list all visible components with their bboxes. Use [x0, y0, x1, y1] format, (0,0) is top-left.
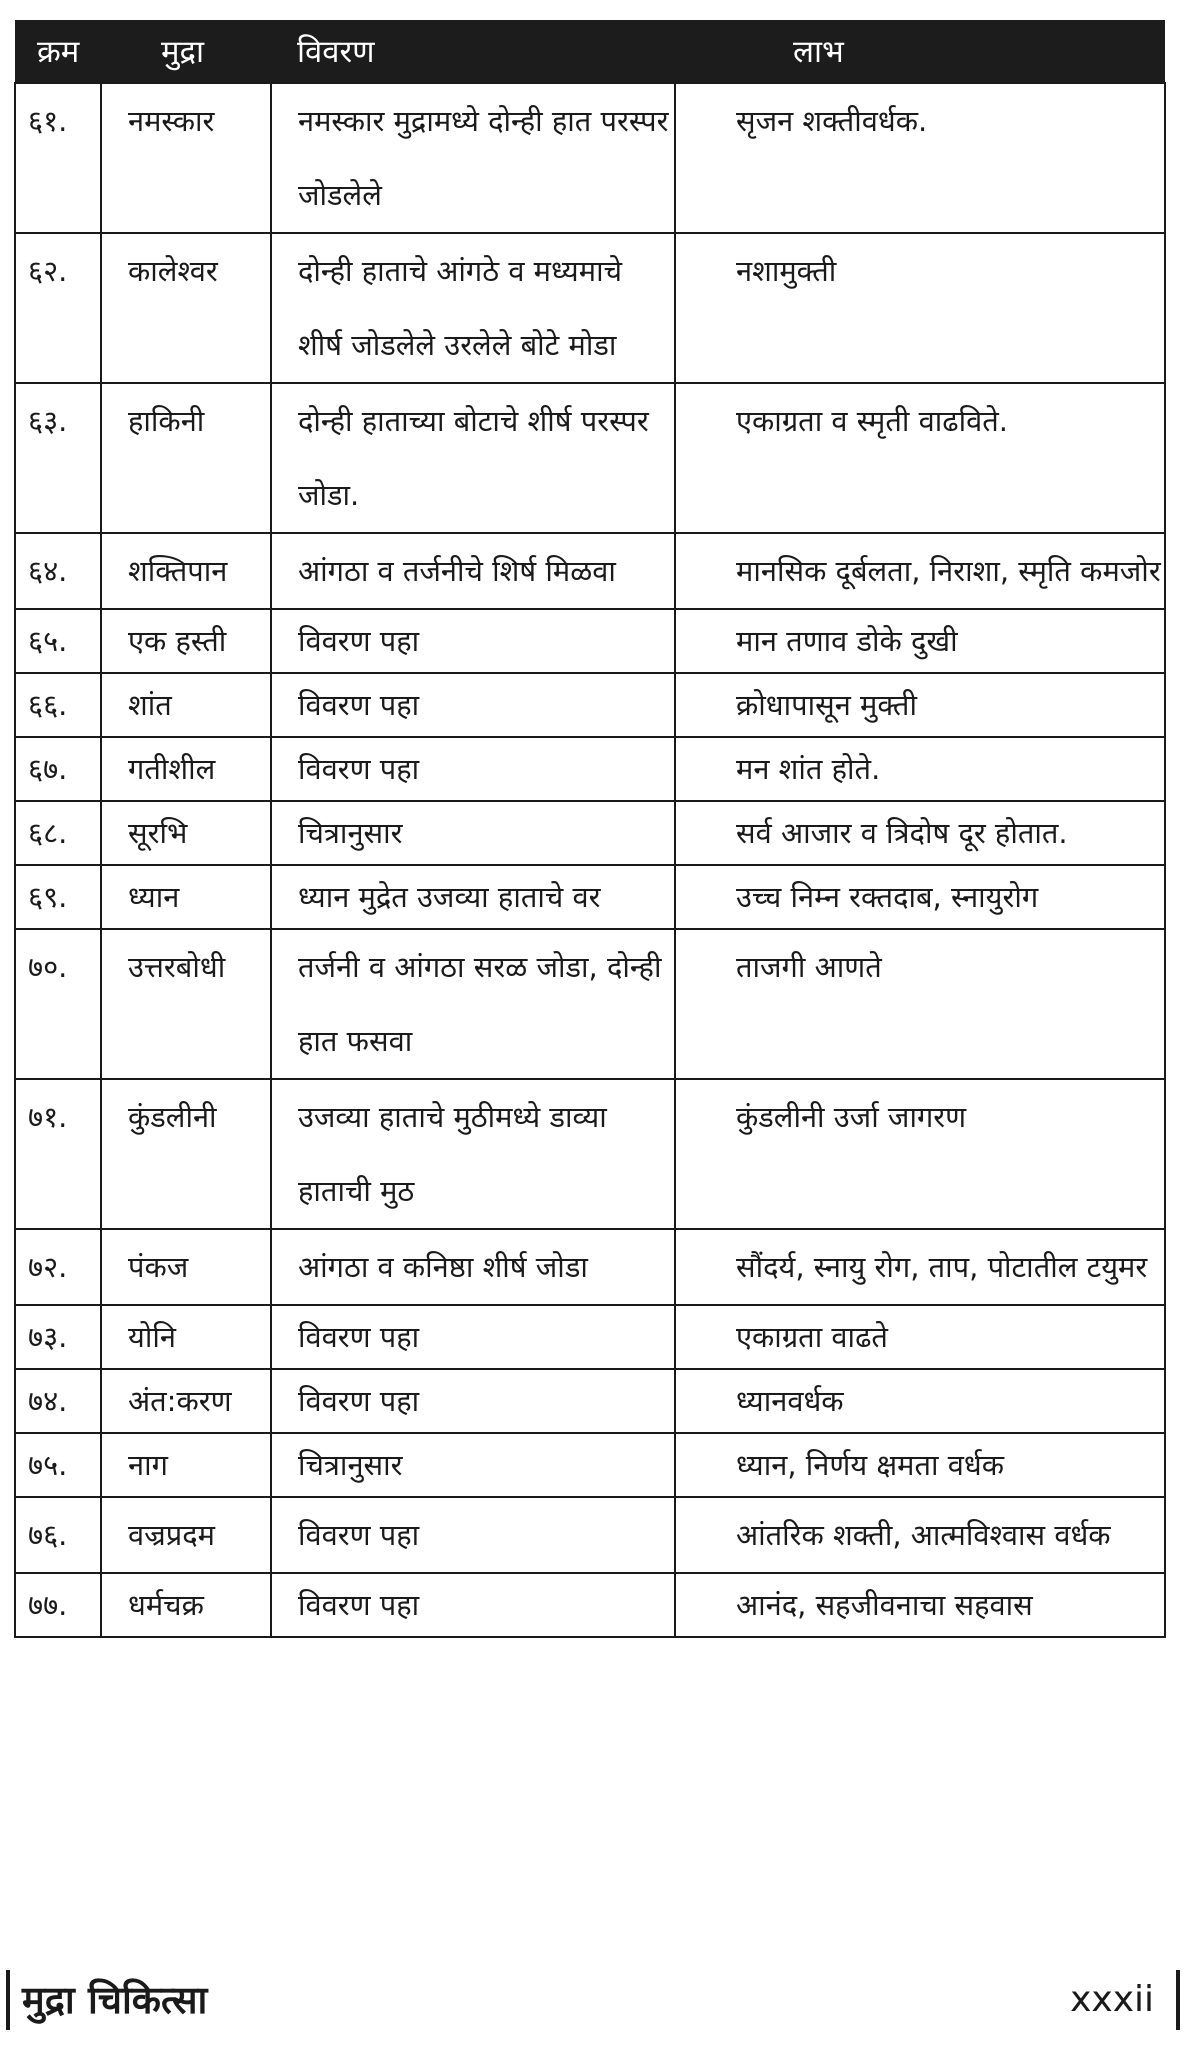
row-mudra: पंकज [101, 1229, 271, 1305]
row-mudra: गतीशील [101, 737, 271, 801]
row-number: ६६. [15, 673, 101, 737]
row-benefit: आंतरिक शक्ती, आत्मविश्वास वर्धक [675, 1497, 1165, 1573]
row-mudra: वज्रप्रदम [101, 1497, 271, 1573]
row-mudra: नाग [101, 1433, 271, 1497]
row-description: नमस्कार मुद्रामध्ये दोन्ही हात परस्पर जोडलेले [271, 83, 675, 233]
header-mudra: मुद्रा [101, 20, 271, 83]
table-row [15, 233, 1165, 383]
row-number: ६५. [15, 609, 101, 673]
row-benefit: मान तणाव डोके दुखी [675, 609, 1165, 673]
row-description: आंगठा व कनिष्ठा शीर्ष जोडा [271, 1229, 675, 1305]
row-description: विवरण पहा [271, 1305, 675, 1369]
row-mudra: हाकिनी [101, 383, 271, 533]
table-row [15, 1497, 1165, 1573]
row-benefit: सर्व आजार व त्रिदोष दूर होतात. [675, 801, 1165, 865]
row-number: ६१. [15, 83, 101, 233]
row-mudra: शक्तिपान [101, 533, 271, 609]
footer-book-title: मुद्रा चिकित्सा [6, 1970, 207, 2030]
row-description: चित्रानुसार [271, 1433, 675, 1497]
row-mudra: एक हस्ती [101, 609, 271, 673]
row-number: ६४. [15, 533, 101, 609]
table-row [15, 1305, 1165, 1369]
row-mudra: सूरभि [101, 801, 271, 865]
row-benefit: ताजगी आणते [675, 929, 1165, 1079]
row-number: ७०. [15, 929, 101, 1079]
header-benefit: लाभ [675, 20, 1165, 83]
row-mudra: कुंडलीनी [101, 1079, 271, 1229]
table-row [15, 383, 1165, 533]
mudra-table-container [14, 20, 1164, 1638]
table-row [15, 1369, 1165, 1433]
row-benefit: एकाग्रता व स्मृती वाढविते. [675, 383, 1165, 533]
row-number: ७१. [15, 1079, 101, 1229]
table-row [15, 1229, 1165, 1305]
header-number: क्रम [15, 20, 101, 83]
footer-page-number: xxxii [1070, 1970, 1180, 2030]
row-description: विवरण पहा [271, 673, 675, 737]
row-description: दोन्ही हाताच्या बोटाचे शीर्ष परस्पर जोडा. [271, 383, 675, 533]
row-mudra: ध्यान [101, 865, 271, 929]
row-description: चित्रानुसार [271, 801, 675, 865]
row-benefit: आनंद, सहजीवनाचा सहवास [675, 1573, 1165, 1637]
table-row [15, 801, 1165, 865]
table-row [15, 83, 1165, 233]
mudra-table [14, 20, 1166, 1638]
row-benefit: ध्यानवर्धक [675, 1369, 1165, 1433]
row-number: ७७. [15, 1573, 101, 1637]
row-mudra: योनि [101, 1305, 271, 1369]
row-description: विवरण पहा [271, 1497, 675, 1573]
row-number: ७४. [15, 1369, 101, 1433]
row-description: आंगठा व तर्जनीचे शिर्ष मिळवा [271, 533, 675, 609]
table-row [15, 1433, 1165, 1497]
row-mudra: उत्तरबोधी [101, 929, 271, 1079]
table-row [15, 609, 1165, 673]
table-row [15, 865, 1165, 929]
table-row [15, 1079, 1165, 1229]
table-row [15, 533, 1165, 609]
row-benefit: ध्यान, निर्णय क्षमता वर्धक [675, 1433, 1165, 1497]
row-number: ६७. [15, 737, 101, 801]
row-description: विवरण पहा [271, 1369, 675, 1433]
row-mudra: अंत:करण [101, 1369, 271, 1433]
row-mudra: धर्मचक्र [101, 1573, 271, 1637]
row-benefit: कुंडलीनी उर्जा जागरण [675, 1079, 1165, 1229]
table-row [15, 929, 1165, 1079]
table-row [15, 1573, 1165, 1637]
table-row [15, 737, 1165, 801]
row-benefit: क्रोधापासून मुक्ती [675, 673, 1165, 737]
row-description: तर्जनी व आंगठा सरळ जोडा, दोन्ही हात फसवा [271, 929, 675, 1079]
row-number: ६३. [15, 383, 101, 533]
table-body [15, 83, 1165, 1637]
row-description: ध्यान मुद्रेत उजव्या हाताचे वर [271, 865, 675, 929]
row-benefit: नशामुक्ती [675, 233, 1165, 383]
row-description: उजव्या हाताचे मुठीमध्ये डाव्या हाताची मुठ [271, 1079, 675, 1229]
row-benefit: मन शांत होते. [675, 737, 1165, 801]
row-number: ७५. [15, 1433, 101, 1497]
row-mudra: शांत [101, 673, 271, 737]
row-number: ७६. [15, 1497, 101, 1573]
row-number: ६२. [15, 233, 101, 383]
row-benefit: उच्च निम्न रक्तदाब, स्नायुरोग [675, 865, 1165, 929]
row-benefit: सृजन शक्तीवर्धक. [675, 83, 1165, 233]
header-description: विवरण [271, 20, 675, 83]
row-mudra: कालेश्वर [101, 233, 271, 383]
table-row [15, 673, 1165, 737]
row-number: ६९. [15, 865, 101, 929]
header-row [15, 20, 1165, 83]
row-benefit: सौंदर्य, स्नायु रोग, ताप, पोटातील टयुमर [675, 1229, 1165, 1305]
row-benefit: एकाग्रता वाढते [675, 1305, 1165, 1369]
row-description: विवरण पहा [271, 609, 675, 673]
row-number: ७३. [15, 1305, 101, 1369]
row-number: ७२. [15, 1229, 101, 1305]
row-benefit: मानसिक दूर्बलता, निराशा, स्मृति कमजोर [675, 533, 1165, 609]
row-description: विवरण पहा [271, 1573, 675, 1637]
row-description: विवरण पहा [271, 737, 675, 801]
table-header [15, 20, 1165, 83]
row-description: दोन्ही हाताचे आंगठे व मध्यमाचे शीर्ष जोडलेले उरलेले बोटे मोडा [271, 233, 675, 383]
row-number: ६८. [15, 801, 101, 865]
row-mudra: नमस्कार [101, 83, 271, 233]
